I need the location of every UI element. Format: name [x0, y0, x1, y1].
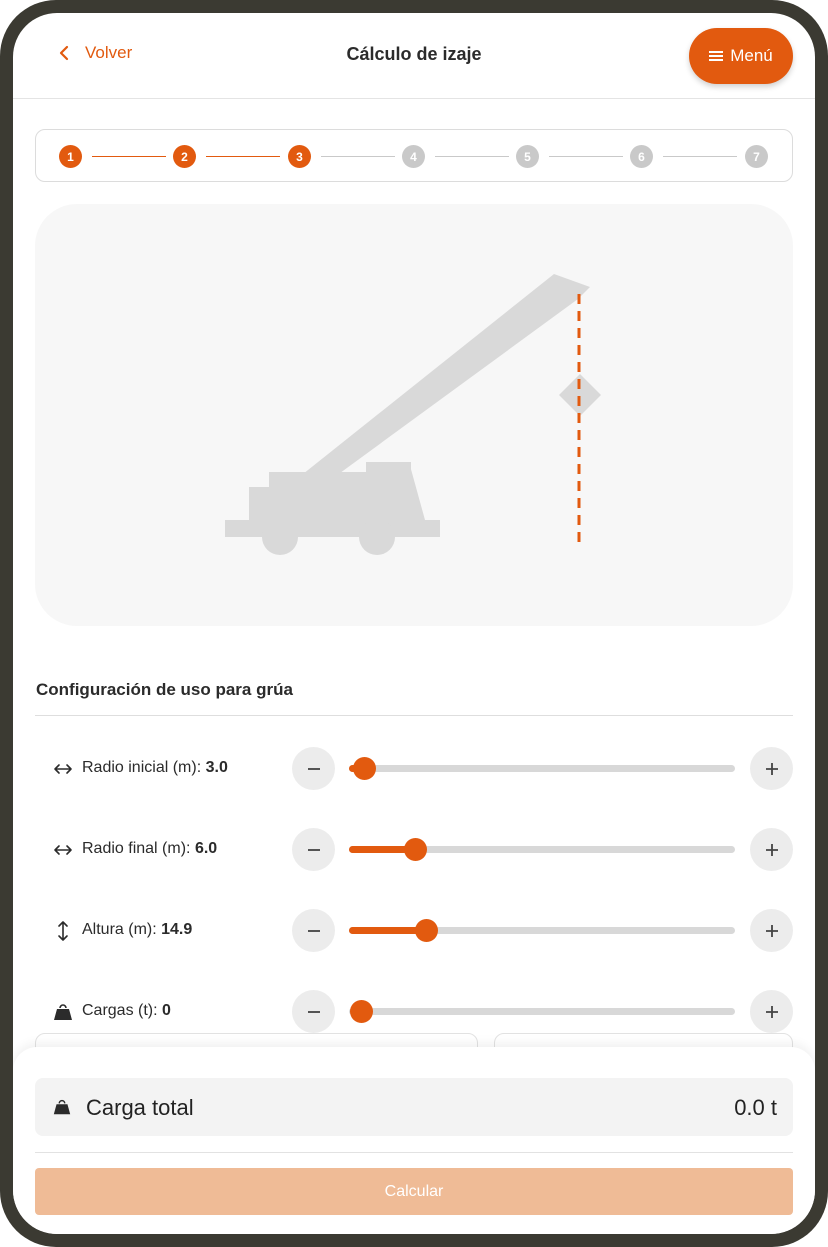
radius-initial-row	[13, 747, 815, 791]
page-title: Cálculo de izaje	[346, 44, 482, 64]
row-value: 6.0	[194, 840, 218, 857]
row-value: 14.9	[161, 921, 193, 938]
row-value: 0	[162, 1002, 171, 1019]
vertical-arrows-icon	[52, 920, 74, 942]
back-label: Volver	[85, 43, 133, 62]
horizontal-arrows-icon	[52, 839, 74, 861]
radius-initial-slider[interactable]	[349, 765, 735, 772]
horizontal-arrows-icon	[52, 758, 74, 780]
radius-final-row	[13, 828, 815, 872]
minus-icon	[306, 923, 322, 939]
minus-icon	[306, 1004, 322, 1020]
divider	[35, 715, 793, 716]
height-slider[interactable]	[349, 927, 735, 934]
slider-thumb[interactable]	[350, 1000, 373, 1023]
minus-icon	[306, 842, 322, 858]
loads-slider[interactable]	[349, 1008, 735, 1015]
decrement-button[interactable]	[292, 828, 335, 871]
stepper	[35, 129, 793, 182]
header	[13, 13, 815, 99]
hamburger-icon	[709, 48, 723, 63]
step-1[interactable]: 1	[59, 145, 82, 168]
increment-button[interactable]	[750, 828, 793, 871]
increment-button[interactable]	[750, 909, 793, 952]
step-connector	[549, 156, 623, 157]
divider	[35, 1152, 793, 1153]
step-5: 5	[516, 145, 539, 168]
total-load-box	[35, 1078, 793, 1136]
step-7: 7	[745, 145, 768, 168]
row-value: 3.0	[205, 759, 228, 776]
row-label: Radio final (m): 6.0	[82, 840, 218, 857]
decrement-button[interactable]	[292, 747, 335, 790]
crane-illustration	[35, 204, 793, 626]
step-connector	[206, 156, 280, 157]
increment-button[interactable]	[750, 990, 793, 1033]
plus-icon	[764, 842, 780, 858]
decrement-button[interactable]	[292, 909, 335, 952]
step-connector	[663, 156, 737, 157]
menu-label: Menú	[730, 46, 773, 65]
increment-button[interactable]	[750, 747, 793, 790]
step-connector	[321, 156, 395, 157]
radius-final-slider[interactable]	[349, 846, 735, 853]
total-value: 0.0 t	[734, 1095, 777, 1120]
step-2[interactable]: 2	[173, 145, 196, 168]
row-label: Cargas (t): 0	[82, 1002, 171, 1019]
plus-icon	[764, 761, 780, 777]
minus-icon	[306, 761, 322, 777]
calculate-button[interactable]: Calcular	[35, 1168, 793, 1215]
slider-thumb[interactable]	[353, 757, 376, 780]
total-label: Carga total	[86, 1095, 194, 1120]
slider-thumb[interactable]	[404, 838, 427, 861]
app-screen	[13, 13, 815, 1234]
row-label: Altura (m): 14.9	[82, 921, 193, 938]
weight-icon	[52, 1097, 72, 1117]
step-connector	[92, 156, 166, 157]
loads-row	[13, 990, 815, 1034]
weight-icon	[52, 1001, 74, 1023]
step-connector	[435, 156, 509, 157]
height-row	[13, 909, 815, 953]
plus-icon	[764, 1004, 780, 1020]
step-3[interactable]: 3	[288, 145, 311, 168]
plus-icon	[764, 923, 780, 939]
row-label: Radio inicial (m): 3.0	[82, 759, 228, 776]
step-4: 4	[402, 145, 425, 168]
slider-thumb[interactable]	[415, 919, 438, 942]
decrement-button[interactable]	[292, 990, 335, 1033]
bottom-sheet	[13, 1047, 815, 1234]
menu-button[interactable]	[689, 28, 793, 84]
crane-icon	[35, 204, 793, 626]
step-6: 6	[630, 145, 653, 168]
config-title: Configuración de uso para grúa	[36, 680, 293, 699]
